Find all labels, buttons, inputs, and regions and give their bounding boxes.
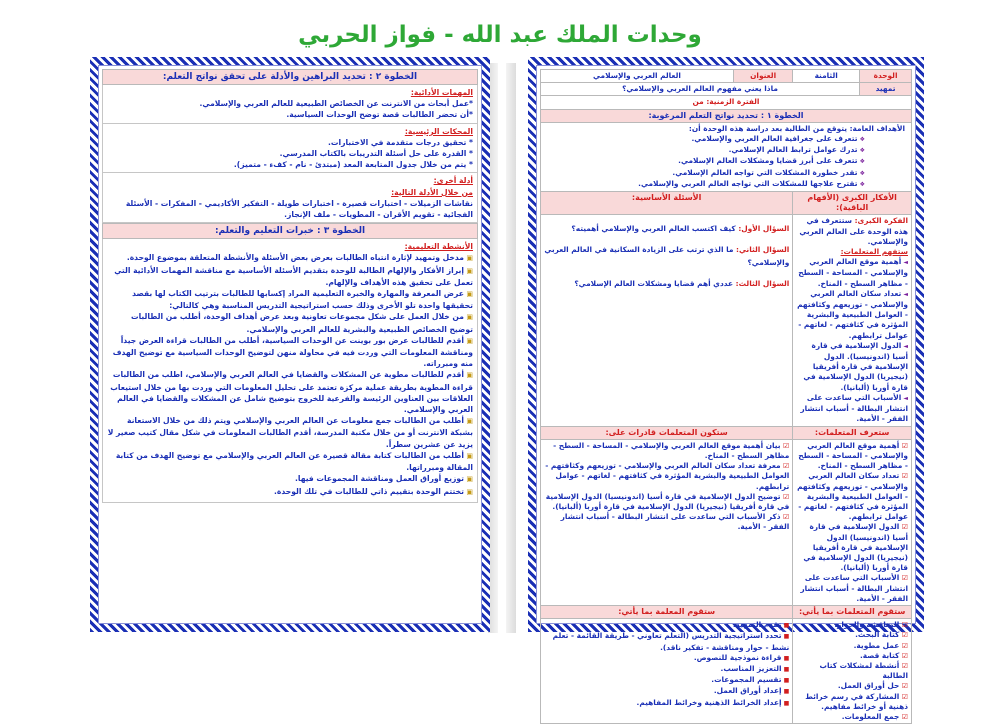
teacher-task: ■ إعداد أوراق العمل. — [544, 686, 789, 697]
understand-label: ستفهم المتعلمات: — [840, 247, 908, 257]
q3-text: عددي أهم قضايا ومشكلات العالم الإسلامي؟ — [574, 279, 734, 289]
activity-item: ▣ توزيع أوراق العمل ومناقشة المجموعات فيها. — [107, 473, 473, 485]
learner-task: ☑ كتابة البحث. — [796, 630, 908, 640]
understand-item: ◄ تعداد سكان العالم العربي والإسلامي - توزيعهم وكثافتهم - العوامل الطبيعية والبشرية المؤثرة في كثافتهم - لغاتهم - عوامل ترابطهم. — [796, 289, 908, 341]
know-item: ☑ أهمية موقع العالم العربي والإسلامي - المساحة - السطح - مظاهر السطح - المناخ. — [796, 441, 908, 472]
know-item: ☑ تعداد سكان العالم العربي والإسلامي - توزيعهم وكثافتهم - العوامل الطبيعية والبشرية المؤثرة في كثافتهم - لغاتهم - عوامل ترابطهم. — [796, 471, 908, 522]
teacher-do-header: ستقوم المعلمة بما يأتي: — [541, 605, 793, 618]
performance-item: *عمل أبحاث من الانترنت عن الخصائص الطبيعية للعالم العربي والإسلامي. — [199, 99, 473, 109]
goal-item: ❖ تتعرف على جغرافية العالم العربي والإسلامي. — [544, 134, 905, 145]
know-item: ☑ الأسباب التي ساعدت على انتشار البطالة - أسباب انتشار الفقر - الأمية. — [796, 573, 908, 604]
know-item: ☑ الدول الإسلامية في قارة أسيا (اندونيسيا) الدول الإسلامية في قارة أفريقيا (نيجيريا) الدول الإسلامية في قارة أوربا (ألبانيا). — [796, 522, 908, 573]
know-header: ستعرف المتعلمات: — [793, 426, 912, 439]
goal-item: ❖ تقترح علاجها للمشكلات التي تواجه العالم العربي والإسلامي. — [544, 179, 905, 190]
left-page — [90, 57, 490, 632]
main-criteria — [102, 124, 478, 174]
right-page-shadow — [506, 63, 516, 633]
criteria-item: * يتم من خلال جدول المتابعة المعد (مبتدئ - نام - كفء - متميز). — [233, 160, 473, 170]
learner-task: ☑ جمع المعلومات. — [796, 712, 908, 722]
other-evidence-text: نقاشات الزميلات - اختبارات قصيرة - اختبارات طويلة - التفكير الأكاديمي - المفكرات - الأسئلة الفجائية - تقويم الأقران - المطويات - ملف الإنجاز. — [125, 198, 473, 220]
criteria-label: المحكات الرئيسية: — [404, 126, 473, 136]
able-item: ☑ معرفة تعداد سكان العالم العربي والإسلامي - توزيعهم وكثافتهم - العوامل الطبيعية والبشرية المؤثرة في كثافتهم - لغاتهم - عوامل ترابطهم. — [544, 461, 789, 492]
performance-label: المهمات الأدائية: — [410, 88, 473, 97]
essential-questions-cell — [541, 215, 793, 426]
activities — [102, 239, 478, 502]
q1-label: السؤال الأول: — [738, 224, 790, 234]
activity-item: ▣ مدخل وتمهيد لإثارة انتباه الطالبات بعرض بعض الأسئلة والأنشطة المتعلقة بموضوع الوحدة. — [107, 252, 473, 264]
other-evidence — [102, 173, 478, 223]
teacher-task: ■ تحدد استراتيجية التدريس (التعلم تعاوني - طريقة القائمة - تعلم نشط - حوار ومناقشة - تفكير ناقد). — [544, 631, 789, 652]
activity-item: ▣ إبراز الأفكار والإلهام الطالبة للوحدة بتقديم الأسئلة الأساسية مع مناقشة المهمات الأدائية التي تعمل على تحقيق هذه الأهداف والإلهام. — [107, 265, 473, 288]
performance-tasks — [102, 85, 478, 124]
activity-item: ▣ أطلب من الطالبات كتابة مقالة قصيرة عن العالم العربي والإسلامي مع توضيح الهدف من كتابة المقالة ومبرراتها. — [107, 450, 473, 473]
learner-task: ☑ المشاركة في رسم خرائط ذهنية أو خرائط مفاهيم. — [796, 692, 908, 712]
learners-do-header: ستقوم المتعلمات بما يأتي: — [793, 605, 912, 618]
learners-do-cell — [793, 619, 912, 724]
other-evidence-label: أدلة أخرى: — [433, 176, 473, 186]
goal-item: ❖ تقدر خطورة المشكلات التي تواجه العالم الإسلامي. — [544, 168, 905, 179]
learner-task: ☑ عمل مطوية. — [796, 641, 908, 651]
goal-item: ❖ تدرك عوامل ترابط العالم الإسلامي. — [544, 145, 905, 156]
learner-task: ☑ كتابة قصة. — [796, 651, 908, 661]
able-cell — [541, 439, 793, 605]
activity-item: ▣ أطلب من الطالبات جمع معلومات عن العالم العربي والإسلامي ويتم ذلك من خلال الاستعانة بشبكة الانترنت أو من خلال مكتبة المدرسة، أقدم الطالبات المعلومات في شكل مقال كتيب صغير لا يزيد عن عشرين سطراً. — [107, 415, 473, 450]
unit-value: الثامنة — [793, 70, 860, 83]
unit-info-table — [540, 69, 912, 724]
understand-item: ◄ أهمية موقع العالم العربي والإسلامي - المساحة - السطح - مظاهر السطح - المناخ. — [796, 257, 908, 289]
able-item: ☑ توضيح الدول الإسلامية في قارة أسيا (اندونيسيا) الدول الإسلامية في قارة أفريقيا (نيجيريا) الدول الإسلامية في قارة أوربا (ألبانيا). — [544, 492, 789, 512]
teacher-task: ■ التعزيز المناسب. — [544, 664, 789, 675]
teacher-task: ■ إعداد الخرائط الذهنية وخرائط المفاهيم. — [544, 698, 789, 709]
teacher-task: ■ قراءة نموذجية للنصوص. — [544, 653, 789, 664]
q3-label: السؤال الثالث: — [735, 279, 790, 289]
intro-question: ماذا يعني مفهوم العالم العربي والإسلامي؟ — [541, 83, 860, 96]
activities-label: الأنشطة التعليمية: — [404, 242, 473, 252]
goal-item: ❖ تتعرف على أبرز قضايا ومشكلات العالم الإسلامي. — [544, 156, 905, 167]
able-item: ☑ ذكر الأسباب التي ساعدت على انتشار البطالة - أسباب انتشار الفقر - الأمية. — [544, 512, 789, 532]
activity-item: ▣ عرض المعرفة والمهارة والخبرة التعليمية المراد إكسابها للطالبات بترتيب الكتاب لها بقصد تحقيقها واحدة تلو الأخرى وذلك حسب استراتيجية التدريس المناسبة وهي كالتالي: — [107, 288, 473, 311]
teacher-task: ■ تقدم التمهيد. — [544, 620, 789, 631]
activity-item: ▣ أقدم للطالبات عرض بور بوينت عن الوحدات السياسية، أطلب من الطالبات قراءة العرض جيداً ومناقشة المعلومات التي وردت فيه في محاولة منهن لتوضيح الوحدات السياسية مع توضيح الهدف منه ومبرراته. — [107, 335, 473, 370]
general-goals — [541, 122, 912, 191]
unit-label: الوحدة — [860, 70, 912, 83]
title-label: العنوان — [733, 70, 792, 83]
big-idea-text: ستتعرف في هذه الوحدة على العالم العربي والإسلامي. — [799, 216, 908, 246]
activity-item: ▣ من خلال العمل على شكل مجموعات تعاونية وبعد عرض أهداف الوحدة، أطلب من الطالبات توضيح الخصائص الطبيعية والبشرية للعالم العربي والإسلامي. — [107, 311, 473, 334]
activity-item: ▣ تختتم الوحدة بتقييم ذاتي للطالبات في تلك الوحدة. — [107, 486, 473, 498]
able-item: ☑ بيان أهمية موقع العالم العربي والإسلامي - المساحة - السطح - مظاهر السطح - المناخ. — [544, 441, 789, 461]
right-page — [528, 57, 924, 721]
q1-text: كيف اكتسب العالم العربي والإسلامي أهميته؟ — [571, 224, 736, 234]
learner-task: ☑ أنشطة لمشكلات كتاب الطالبة — [796, 661, 908, 681]
performance-item: *أن تحضر الطالبات قصة توضح الوحدات السياسية. — [286, 110, 473, 120]
big-idea-label: الفكرة الكبرى: — [854, 216, 908, 226]
criteria-item: * القدرة على حل أسئلة التدريبات بالكتاب المدرسي. — [279, 149, 473, 159]
criteria-item: * تحقيق درجات متقدمة في الاختبارات. — [327, 137, 473, 147]
understand-item: ◄ الدول الإسلامية في قارة أسيا (اندونيسيا). الدول الإسلامية في قارة أفريقيا (نيجيريا) الدول الإسلامية في قارة أوربا (ألبانيا). — [796, 341, 908, 393]
teacher-task: ■ تقسيم المجموعات. — [544, 675, 789, 686]
understand-item: ◄ الأسباب التي ساعدت على انتشار البطالة - أسباب انتشار الفقر - الأمية. — [796, 393, 908, 425]
big-ideas-header: الأفكار الكبرى (الأفهام الباقية): — [793, 192, 912, 215]
time-period: الفترة الزمنية: من — [541, 96, 912, 109]
document-title: وحدات الملك عبد الله - فواز الحربي — [298, 22, 702, 48]
q2-text: ما الذي ترتب على الزيادة السكانية في العالم العربي والإسلامي؟ — [544, 245, 790, 268]
essential-questions-header: الأسئلة الأساسية: — [541, 192, 793, 215]
learner-task: ☑ حل أوراق العمل. — [796, 681, 908, 691]
intro-label: تمهيد — [860, 83, 912, 96]
title-value: العالم العربي والإسلامي — [541, 70, 734, 83]
q2-label: السؤال الثاني: — [736, 245, 790, 255]
step3-heading: الخطوة ٣ : خبرات التعليم والتعلم: — [102, 223, 478, 239]
learner-task: ☑ المناقشة والحوار. — [796, 620, 908, 630]
big-ideas-cell — [793, 215, 912, 426]
able-header: ستكون المتعلمات قادرات على: — [541, 426, 793, 439]
activity-item: ▣ أقدم للطالبات مطوية عن المشكلات والقضايا في العالم العربي والإسلامي، اطلب من الطالبات قراءة المطوية بطريقة عملية مركزة تعتمد على تحليل المعلومات التي وردت بها من خلال استيعاب العلاقات بين العناوين الرئيسة والفرعية للخروج بتوضيح شامل عن المشكلات والقضايا في العالم العربي والإسلامي. — [107, 369, 473, 415]
teacher-do-cell — [541, 619, 793, 724]
other-evidence-sub: من خلال الأدلة التالية: — [391, 187, 473, 197]
know-cell — [793, 439, 912, 605]
step1-heading: الخطوة ١ : تحديد نواتج التعلم المرغوبة: — [541, 109, 912, 122]
step2-heading: الخطوة ٢ : تحديد البراهين والأدلة على تحقق نواتج التعلم: — [102, 69, 478, 85]
goals-intro: الأهداف العامة: يتوقع من الطالبة بعد دراسة هذه الوحدة أن: — [688, 123, 905, 133]
